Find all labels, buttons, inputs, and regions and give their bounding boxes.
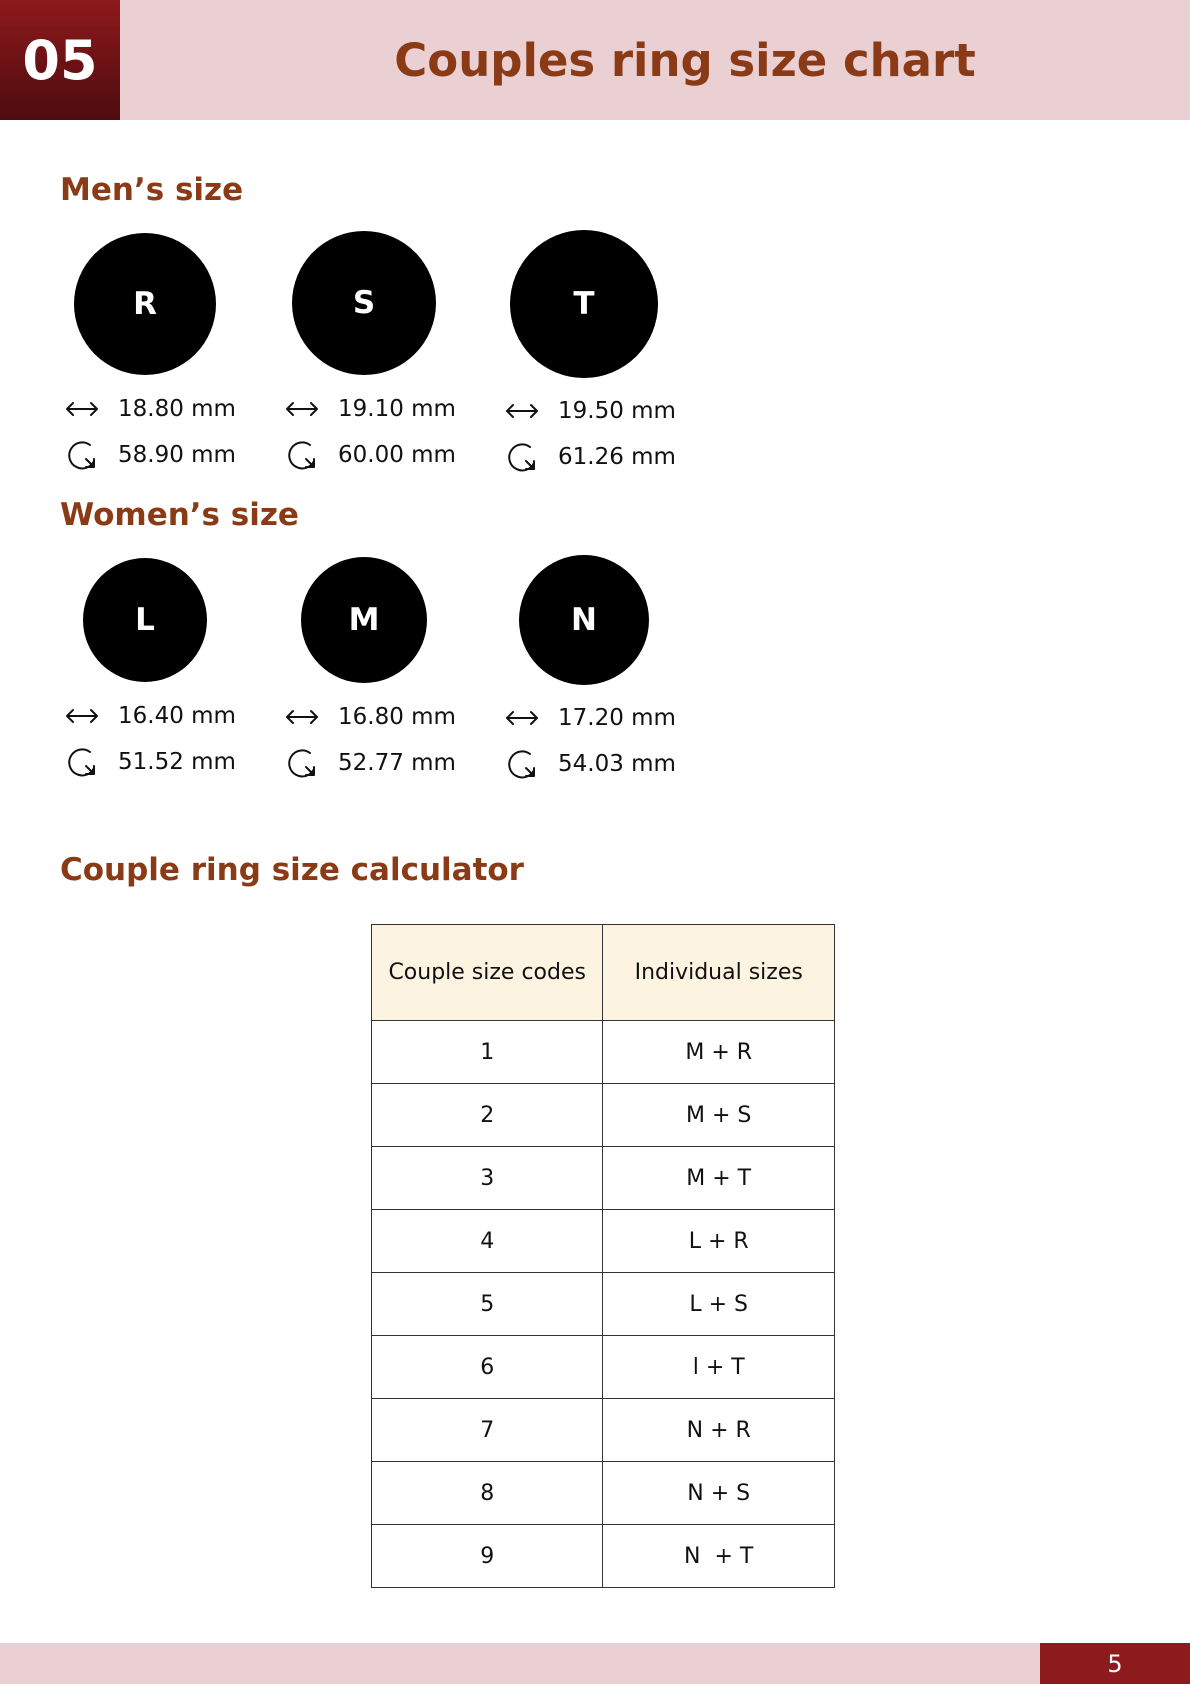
ring-circle: M bbox=[301, 557, 427, 683]
ring-circle: R bbox=[74, 233, 216, 375]
size-code-cell: 4 bbox=[372, 1210, 603, 1273]
calculator-section-title: Couple ring size calculator bbox=[60, 852, 524, 888]
circumference-row bbox=[504, 749, 676, 779]
couple-size-table bbox=[371, 924, 835, 1588]
diameter-value: 19.10 mm bbox=[338, 396, 456, 422]
mens-ring-group bbox=[60, 230, 760, 480]
diameter-row bbox=[504, 396, 676, 426]
circumference-value: 58.90 mm bbox=[118, 442, 236, 468]
table-row bbox=[372, 1273, 835, 1336]
individual-sizes-cell: M + T bbox=[603, 1147, 835, 1210]
circular-arrow-icon bbox=[64, 440, 102, 470]
diameter-row bbox=[284, 702, 456, 732]
table-row bbox=[372, 1021, 835, 1084]
double-arrow-icon bbox=[284, 702, 322, 732]
diameter-row bbox=[64, 701, 236, 731]
diameter-value: 16.80 mm bbox=[338, 704, 456, 730]
double-arrow-icon bbox=[504, 396, 542, 426]
circumference-row bbox=[284, 440, 456, 470]
double-arrow-icon bbox=[284, 394, 322, 424]
table-row bbox=[372, 1210, 835, 1273]
chapter-number: 05 bbox=[22, 28, 98, 92]
double-arrow-icon bbox=[64, 394, 102, 424]
double-arrow-icon bbox=[504, 703, 542, 733]
header-bar bbox=[0, 0, 1190, 120]
diameter-value: 19.50 mm bbox=[558, 398, 676, 424]
diameter-row bbox=[64, 394, 236, 424]
circumference-row bbox=[284, 748, 456, 778]
ring-circle: T bbox=[510, 230, 658, 378]
diameter-value: 17.20 mm bbox=[558, 705, 676, 731]
circular-arrow-icon bbox=[64, 747, 102, 777]
circumference-value: 60.00 mm bbox=[338, 442, 456, 468]
size-code-cell: 1 bbox=[372, 1021, 603, 1084]
page-title: Couples ring size chart bbox=[394, 33, 976, 87]
size-code-cell: 3 bbox=[372, 1147, 603, 1210]
circular-arrow-icon bbox=[284, 440, 322, 470]
column-header-codes: Couple size codes bbox=[372, 925, 603, 1021]
page-number: 5 bbox=[1040, 1643, 1190, 1684]
table-row bbox=[372, 1336, 835, 1399]
circular-arrow-icon bbox=[504, 749, 542, 779]
circular-arrow-icon bbox=[504, 442, 542, 472]
chapter-box bbox=[0, 0, 120, 120]
circumference-row bbox=[64, 747, 236, 777]
diameter-value: 18.80 mm bbox=[118, 396, 236, 422]
individual-sizes-cell: M + S bbox=[603, 1084, 835, 1147]
diameter-row bbox=[504, 703, 676, 733]
mens-section-title: Men’s size bbox=[60, 172, 244, 208]
diameter-row bbox=[284, 394, 456, 424]
size-code-cell: 5 bbox=[372, 1273, 603, 1336]
circumference-value: 52.77 mm bbox=[338, 750, 456, 776]
footer-bar bbox=[0, 1643, 1190, 1684]
womens-section-title: Women’s size bbox=[60, 497, 299, 533]
size-code-cell: 9 bbox=[372, 1525, 603, 1588]
ring-circle: L bbox=[83, 558, 207, 682]
double-arrow-icon bbox=[64, 701, 102, 731]
circumference-row bbox=[64, 440, 236, 470]
individual-sizes-cell: N + S bbox=[603, 1462, 835, 1525]
column-header-sizes: Individual sizes bbox=[603, 925, 835, 1021]
individual-sizes-cell: l + T bbox=[603, 1336, 835, 1399]
size-code-cell: 6 bbox=[372, 1336, 603, 1399]
circumference-row bbox=[504, 442, 676, 472]
individual-sizes-cell: L + R bbox=[603, 1210, 835, 1273]
table-header-row bbox=[372, 925, 835, 1021]
circumference-value: 61.26 mm bbox=[558, 444, 676, 470]
individual-sizes-cell: N + R bbox=[603, 1399, 835, 1462]
size-code-cell: 7 bbox=[372, 1399, 603, 1462]
table-row bbox=[372, 1462, 835, 1525]
ring-circle: S bbox=[292, 231, 436, 375]
circumference-value: 54.03 mm bbox=[558, 751, 676, 777]
circumference-value: 51.52 mm bbox=[118, 749, 236, 775]
womens-ring-group bbox=[60, 555, 760, 795]
size-code-cell: 2 bbox=[372, 1084, 603, 1147]
ring-circle: N bbox=[519, 555, 649, 685]
individual-sizes-cell: M + R bbox=[603, 1021, 835, 1084]
size-code-cell: 8 bbox=[372, 1462, 603, 1525]
diameter-value: 16.40 mm bbox=[118, 703, 236, 729]
table-row bbox=[372, 1399, 835, 1462]
table-row bbox=[372, 1084, 835, 1147]
circular-arrow-icon bbox=[284, 748, 322, 778]
table-row bbox=[372, 1525, 835, 1588]
individual-sizes-cell: N + T bbox=[603, 1525, 835, 1588]
table-row bbox=[372, 1147, 835, 1210]
individual-sizes-cell: L + S bbox=[603, 1273, 835, 1336]
